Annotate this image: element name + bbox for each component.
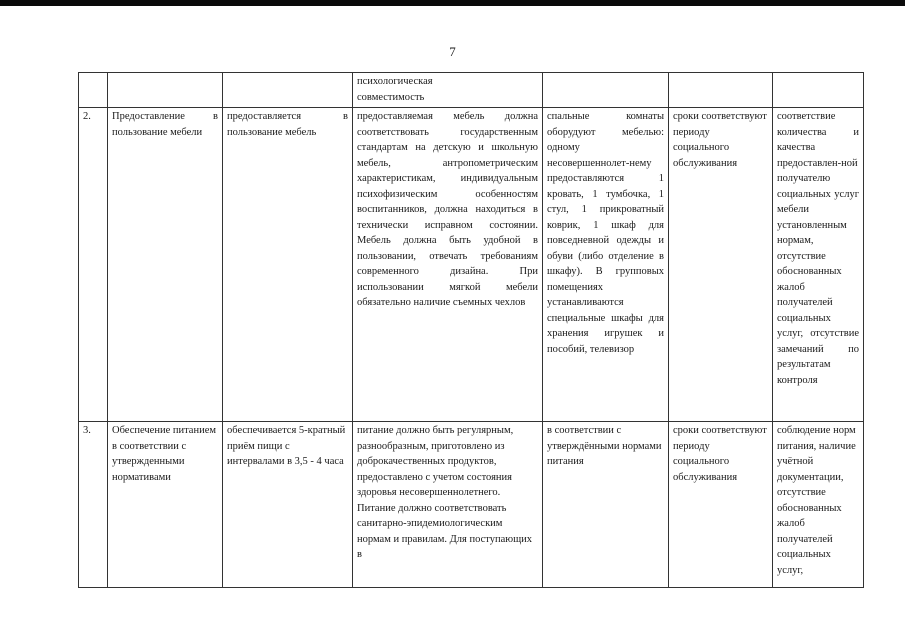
row-number: 3. bbox=[79, 422, 108, 588]
provision-method: предоставляется в пользование мебель bbox=[223, 108, 353, 422]
service-volume: в соответствии с утверждёнными нормами питания bbox=[543, 422, 669, 588]
quality-requirements: предоставляемая мебель должна соответствовать государственным стандартам на детскую и школьную мебель, антропометрическим характеристикам, индивидуальным психофизическим особенностям воспитанников, должна находиться в технически исправном состоянии. Мебель должна быть удобной в пользовании, отвечать требованиям современного дизайна. При использовании мягкой мебели обязательно наличие съемных чехлов bbox=[353, 108, 543, 422]
table-row-3 bbox=[79, 422, 864, 588]
provision-method: обеспечивается 5-кратный приём пищи с интервалами в 3,5 - 4 часа bbox=[223, 422, 353, 588]
service-volume: спальные комнаты оборудуют мебелью: одному несовершеннолет-нему предоставляются 1 кровать, 1 тумбочка, 1 стул, 1 прикроватный коврик, 1 шкаф для повседневной одежды и обуви (либо отделение в шкафу). В групповых помещениях устанавливаются специальные шкафы для хранения игрушек и пособий, телевизор bbox=[543, 108, 669, 422]
page-top-border bbox=[0, 0, 905, 6]
services-table bbox=[78, 72, 864, 588]
service-name: Предоставление в пользование мебели bbox=[108, 108, 223, 422]
table-row-continuation bbox=[79, 73, 864, 108]
quality-indicators: соблюдение норм питания, наличие учётной документации, отсутствие обоснованных жалоб получателей социальных услуг, bbox=[773, 422, 864, 588]
page-number: 7 bbox=[449, 44, 456, 59]
table-row-2 bbox=[79, 108, 864, 422]
cell-cont-provision bbox=[223, 73, 353, 108]
quality-requirements: питание должно быть регулярным, разнообразным, приготовлено из доброкачественных продуктов, предоставлено с учетом состояния здоровья несовершеннолетнего. Питание должно соответствовать санитарно-эпидемиологическим нормам и правилам. Для поступающих в bbox=[353, 422, 543, 588]
cell-cont-indicators bbox=[773, 73, 864, 108]
quality-indicators: соответствие количества и качества предоставлен-ной получателю социальных услуг мебели установленным нормам, отсутствие обоснованных жалоб получателей социальных услуг, отсутствие замечаний по результатам контроля bbox=[773, 108, 864, 422]
cell-cont-num bbox=[79, 73, 108, 108]
cell-cont-terms bbox=[669, 73, 773, 108]
cell-cont-volume bbox=[543, 73, 669, 108]
service-terms: сроки соответствуют периоду социального обслуживания bbox=[669, 422, 773, 588]
cell-cont-quality: психологическая совместимость bbox=[353, 73, 543, 108]
cell-cont-service bbox=[108, 73, 223, 108]
row-number: 2. bbox=[79, 108, 108, 422]
service-name: Обеспечение питанием в соответствии с утвержденными нормативами bbox=[108, 422, 223, 588]
service-terms: сроки соответствуют периоду социального обслуживания bbox=[669, 108, 773, 422]
